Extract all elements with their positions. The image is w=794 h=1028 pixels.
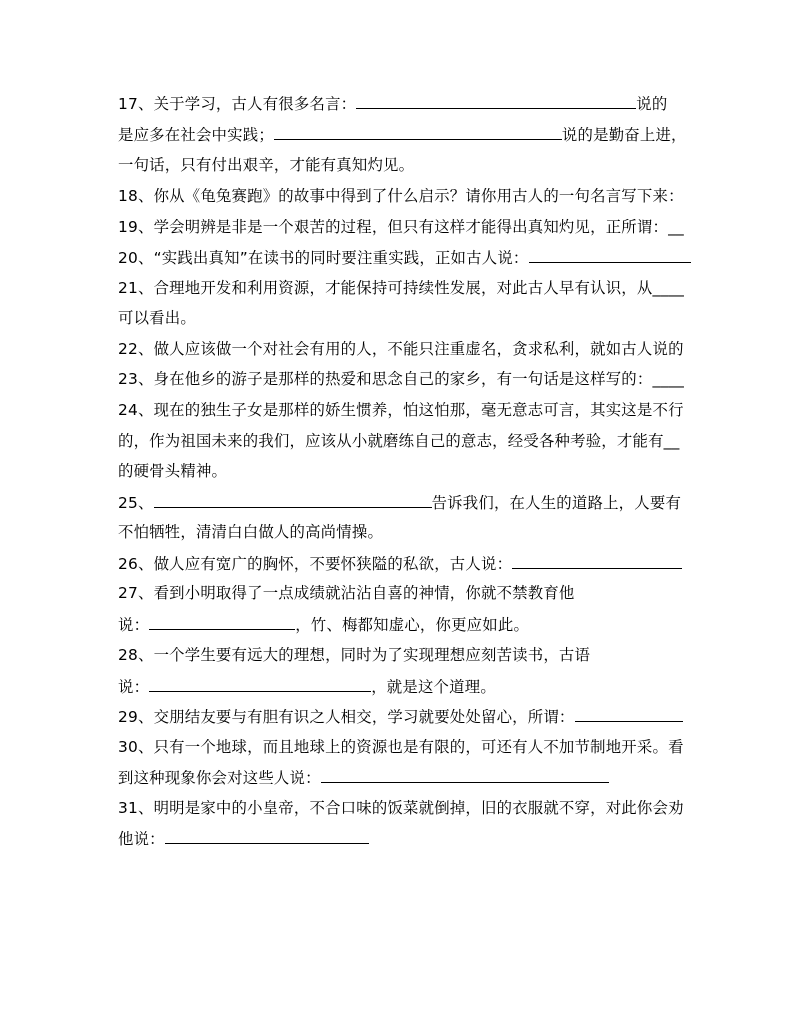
q25-line-2: 不怕牺牲，清清白白做人的高尚情操。 xyxy=(118,523,384,541)
q17-line-2: 是应多在社会中实践； 说的是勤奋上进， xyxy=(118,122,687,146)
q25-line-1: 25、 告诉我们，在人生的道路上，人要有 xyxy=(118,490,681,514)
q27-line-1: 27、看到小明取得了一点成绩就沾沾自喜的神情，你就不禁教育他 xyxy=(118,584,575,602)
q28-line-2: 说： ，就是这个道理。 xyxy=(118,674,496,698)
q26-line: 26、做人应有宽广的胸怀，不要怀狭隘的私欲，古人说： xyxy=(118,551,682,575)
q17-line-3: 一句话，只有付出艰辛，才能有真知灼见。 xyxy=(118,156,415,174)
q29-line: 29、交朋结友要与有胆有识之人相交，学习就要处处留心，所谓： xyxy=(118,704,683,728)
q24-line-2: 的，作为祖国未来的我们，应该从小就磨练自己的意志，经受各种考验，才能有__ xyxy=(118,432,680,450)
q30-line-2: 到这种现象你会对这些人说： xyxy=(118,765,609,789)
q28-line-1: 28、一个学生要有远大的理想，同时为了实现理想应刻苦读书，古语 xyxy=(118,646,591,664)
q31-line-2: 他说： xyxy=(118,826,369,850)
q31-line-1: 31、明明是家中的小皇帝，不合口味的饭菜就倒掉，旧的衣服就不穿，对此你会劝 xyxy=(118,799,684,817)
q30-line-1: 30、只有一个地球，而且地球上的资源也是有限的，可还有人不加节制地开采。看 xyxy=(118,738,684,756)
answer-blank[interactable] xyxy=(274,122,562,140)
answer-blank[interactable] xyxy=(529,245,691,263)
answer-blank[interactable] xyxy=(356,91,636,109)
q22-line: 22、做人应该做一个对社会有用的人，不能只注重虚名，贪求私利，就如古人说的 xyxy=(118,340,684,358)
q18-line: 18、你从《龟兔赛跑》的故事中得到了什么启示？请你用古人的一句名言写下来： xyxy=(118,187,684,205)
q24-line-1: 24、现在的独生子女是那样的娇生惯养，怕这怕那，毫无意志可言，其实这是不行 xyxy=(118,401,684,419)
answer-blank[interactable] xyxy=(512,551,682,569)
answer-blank[interactable] xyxy=(321,765,609,783)
q17-line-1: 17、关于学习，古人有很多名言： 说的 xyxy=(118,91,667,115)
answer-blank[interactable] xyxy=(149,612,295,630)
answer-blank[interactable] xyxy=(165,826,369,844)
answer-blank[interactable] xyxy=(575,704,683,722)
q21-line-2: 可以看出。 xyxy=(118,309,196,327)
answer-blank[interactable] xyxy=(154,490,432,508)
q20-line: 20、“实践出真知”在读书的同时要注重实践，正如古人说： xyxy=(118,245,691,269)
answer-blank[interactable] xyxy=(149,674,371,692)
q24-line-3: 的硬骨头精神。 xyxy=(118,462,228,480)
q23-line: 23、身在他乡的游子是那样的热爱和思念自己的家乡，有一句话是这样写的：____ xyxy=(118,370,685,388)
q27-line-2: 说： ，竹、梅都知虚心，你更应如此。 xyxy=(118,612,529,636)
q19-line: 19、学会明辨是非是一个艰苦的过程，但只有这样才能得出真知灼见，正所谓：__ xyxy=(118,218,684,236)
q21-line-1: 21、合理地开发和利用资源，才能保持可持续性发展，对此古人早有认识，从____ xyxy=(118,279,685,297)
